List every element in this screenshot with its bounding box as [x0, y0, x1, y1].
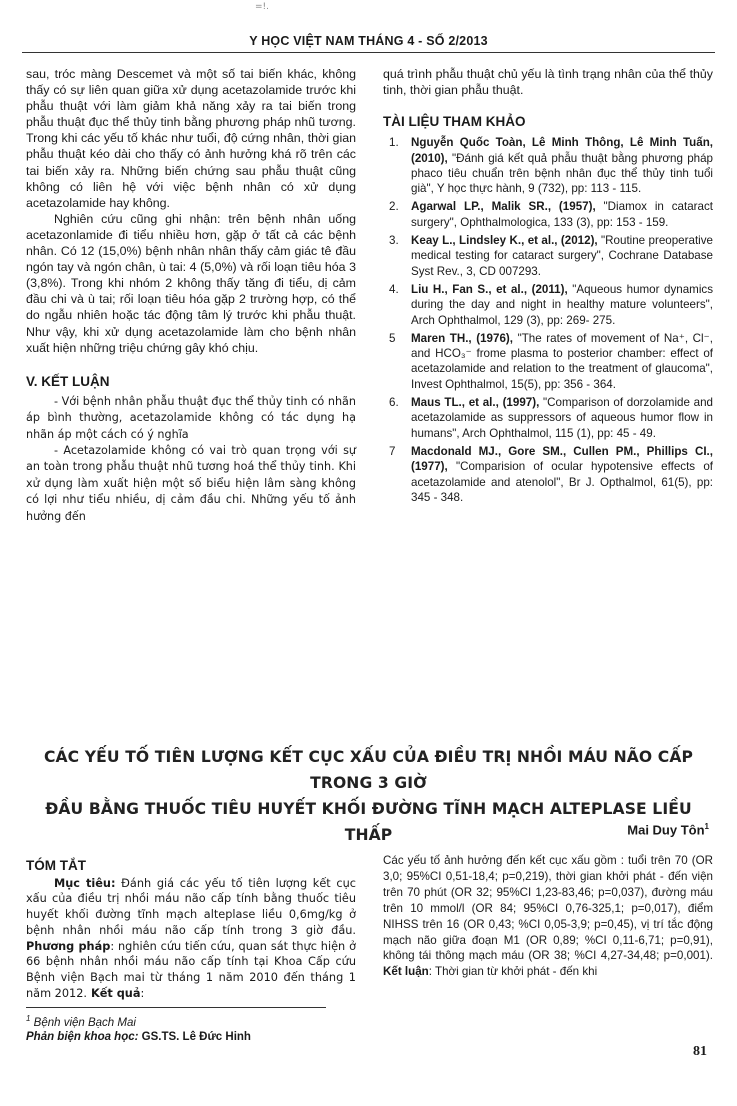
abstract-right — [383, 853, 713, 980]
header-rule — [22, 52, 715, 53]
reference-list — [383, 135, 713, 505]
abstract-paragraph — [26, 876, 356, 1002]
conclusion-item-2: - Acetazolamide không có vai trò quan trọng với sự an toàn trong phẫu thuật nhũ tương hoá thể thủy tinh. Khi xử dụng làm xuất hiện một số biểu hiện lâm sàng không có lợi như tiểu nhiều, dị cảm đầu chi. Những yếu tố ảnh hưởng đến — [26, 444, 356, 523]
reference-number: 1. — [389, 136, 399, 150]
running-header: Y HỌC VIỆT NAM THÁNG 4 - SỐ 2/2013 — [249, 34, 488, 48]
reference-item — [383, 135, 713, 196]
reference-item — [383, 331, 713, 392]
reference-number: 5 — [389, 331, 396, 345]
method-label: Phương pháp — [26, 939, 111, 953]
footnote-affiliation — [26, 1014, 136, 1029]
article-title-line-2: ĐẦU BẰNG THUỐC TIÊU HUYẾT KHỐI ĐƯỜNG TĨNH MẠCH ALTEPLASE LIỀU THẤP — [45, 800, 692, 844]
body-paragraph-1: sau, tróc màng Descemet và một số tai biến khác, không thấy có sự liên quan giữa xử dụng acetazolamide trước khi phẫu thuật với làm giảm khả năng xảy ra tai biến trong phẫu thuật đục thể thủy tinh bằng phương pháp nhũ tương. Trong khi các yếu tố khác như tuổi, độ cứng nhân, thời gian phẫu thuật kéo dài cho thấy có ảnh hưởng khá rõ trên các tai biến xảy ra. Những biến chứng sau phẫu thuật cũng không có liên hệ với việc bệnh nhân có xử dụng acetazolamide hay không. — [26, 67, 356, 210]
reference-number: 4. — [389, 282, 399, 296]
reference-authors: Maus TL., et al., (1997), — [411, 396, 540, 410]
abstract-left — [26, 858, 356, 1001]
reference-authors: Maren TH., (1976), — [411, 331, 513, 345]
reference-text: "Comparison of dorzolamide and acetazolamide as suppressors of aqueous humor flow in humans", Arch Ophthalmol, 115 (1), pp: 45 - 49. — [411, 396, 714, 440]
reference-text: "Đánh giá kết quả phẫu thuật bằng phương pháp phaco tiêu chuẩn trên bệnh nhân đục thể thủy tinh tuổi già", Y học thực hành, 9 (732), pp: 113 - 115. — [411, 151, 713, 196]
conclusion-heading: V. KẾT LUẬN — [26, 373, 110, 389]
abstract-heading: TÓM TẮT — [26, 858, 86, 873]
reference-item — [383, 444, 713, 505]
references-heading: TÀI LIỆU THAM KHẢO — [383, 114, 526, 130]
left-column — [26, 66, 356, 525]
reference-number: 7 — [389, 444, 396, 458]
right-column — [383, 66, 713, 508]
reference-number: 2. — [389, 200, 399, 214]
abstract-results-paragraph — [383, 853, 713, 980]
objective-text: Đánh giá các yếu tố tiên lượng kết cục xấu của điều trị nhồi máu não cấp tính bằng thuốc tiêu huyết khối đường tĩnh mạch alteplase liều 0,6mg/kg ở bệnh nhân nhồi máu não cấp tính trong 3 giờ đầu. — [26, 876, 356, 937]
reviewer-label: Phản biện khoa học: — [26, 1031, 139, 1043]
results-text: Các yếu tố ảnh hưởng đến kết cục xấu gồm : tuổi trên 70 (OR 3,0; 95%CI 0,51-18,4; p=0,219), thời gian khởi phát - đến viện trên 70 phút (OR 32; 95%CI 1,23-83,46; p=0,037), đường máu trên 10 mmol/l (OR 84; 95%CI 0,76-325,1; p=0,017), điểm NIHSS trên 16 (OR 0,43; %CI 0,05-3,9; p=0,45), vị trí tắc động mạch não giữa đoạn M1 (OR 0,89; %CI 0,11-6,71; p=0,91), không tái thông mạch máu (OR 38; %CI 4,27-34,48; p=0,001). — [383, 854, 713, 963]
reference-item — [383, 282, 713, 328]
reviewer-name: GS.TS. Lê Đức Hinh — [138, 1031, 251, 1043]
top-mark: =!. — [255, 2, 270, 12]
reference-text: "Comparision of ocular hypotensive effects of acetazolamide and atenolol", Br J. Opthalmol, 61(5), pp: 345 - 348. — [411, 460, 713, 504]
footnote-rule — [26, 1007, 326, 1008]
reference-number: 6. — [389, 396, 399, 410]
reference-text: "Diamox in cataract surgery", Ophthalmologica, 133 (3), pp: 153 - 159. — [411, 200, 713, 229]
reference-authors: Agarwal LP., Malik SR., (1957), — [411, 200, 596, 214]
reference-authors: Keay L., Lindsley K., et al., (2012), — [411, 234, 598, 248]
article-title-line-1: CÁC YẾU TỐ TIÊN LƯỢNG KẾT CỤC XẤU CỦA ĐIỀU TRỊ NHỒI MÁU NÃO CẤP TRONG 3 GIỜ — [43, 748, 694, 792]
affiliation-text: Bệnh viện Bạch Mai — [30, 1016, 136, 1029]
reference-item — [383, 199, 713, 230]
body-paragraph-2: Nghiên cứu cũng ghi nhận: trên bệnh nhân uống acetazonlamide đi tiểu nhiều hơn, gặp ở tất cả các bệnh nhân. Có 12 (15,0%) bệnh nhân nhân thấy cảm giác tê đầu ngón tay và ngón chân, ù tai: 4 (5,0%) và rối loạn tiêu hóa 3 (3,8%). Trong khi nhóm 2 không thấy tăng đi tiểu, dị cảm đầu chi và ù tai; rối loạn tiêu hóa gặp 2 trường hợp, có thể do ngẫu nhiên hoặc tác động tâm lý trước khi phẫu thuật. Như vậy, khi xử dụng acetazolamide làm cho bệnh nhân xuất hiện những triệu chứng gây khó chịu. — [26, 211, 356, 355]
reference-number: 3. — [389, 234, 399, 248]
reference-authors: Liu H., Fan S., et al., (2011), — [411, 282, 568, 296]
article-author — [627, 822, 709, 837]
reference-item — [383, 233, 713, 279]
objective-label: Mục tiêu: — [54, 876, 116, 890]
conclusion-item-1: - Với bệnh nhân phẫu thuật đục thể thủy tinh có nhãn áp bình thường, acetazolamide không có tác dụng hạ nhãn áp một cách có ý nghĩa — [26, 394, 356, 441]
result-label: Kết quả — [87, 986, 141, 1000]
conclusion-block — [26, 394, 356, 525]
abstract-conclusion-label: Kết luận — [383, 965, 429, 979]
result-text: : — [140, 986, 145, 1000]
reference-text: "Routine preoperative medical testing for cataract surgery", Cochrane Database Syst Rev., 3, CD 007293. — [411, 234, 713, 278]
reference-authors: Nguyễn Quốc Toàn, Lê Minh Thông, Lê Minh Tuấn, (2010), — [411, 136, 713, 165]
continuation-paragraph: quá trình phẫu thuật chủ yếu là tình trạng nhân của thể thủy tinh, thời gian phẫu thuật. — [383, 67, 713, 98]
reference-item — [383, 395, 713, 441]
author-affiliation-mark: 1 — [704, 822, 709, 831]
author-name: Mai Duy Tôn — [627, 822, 705, 838]
page-number: 81 — [693, 1044, 707, 1059]
footnote-mark: 1 — [26, 1014, 31, 1023]
footnote-reviewer — [26, 1031, 251, 1043]
reference-text: "Aqueous humor dynamics during the day and night in healthy mature volunteers", Arch Ophthalmol, 129 (3), pp: 269- 275. — [411, 282, 713, 327]
reference-text: "The rates of movement of Na⁺, Cl⁻, and HCO₃⁻ frome plasma to posterior chamber: effect of acetazolamide and relation to the treatment of glaucoma", Invest Ophthalmol, 15(5), pp: 356 - 364. — [411, 331, 713, 391]
reference-authors: Macdonald MJ., Gore SM., Cullen PM., Phillips CI., (1977), — [411, 444, 713, 474]
method-text: : nghiên cứu tiến cứu, quan sát thực hiện ở 66 bệnh nhân nhồi máu não cấp tính tại Khoa Cấp cứu Bệnh viện Bạch mai từ tháng 1 năm 2010 đến tháng 1 năm 2012. — [26, 939, 356, 1000]
abstract-conclusion-text: : Thời gian từ khởi phát - đến khi — [428, 965, 598, 979]
article-title — [20, 744, 717, 848]
